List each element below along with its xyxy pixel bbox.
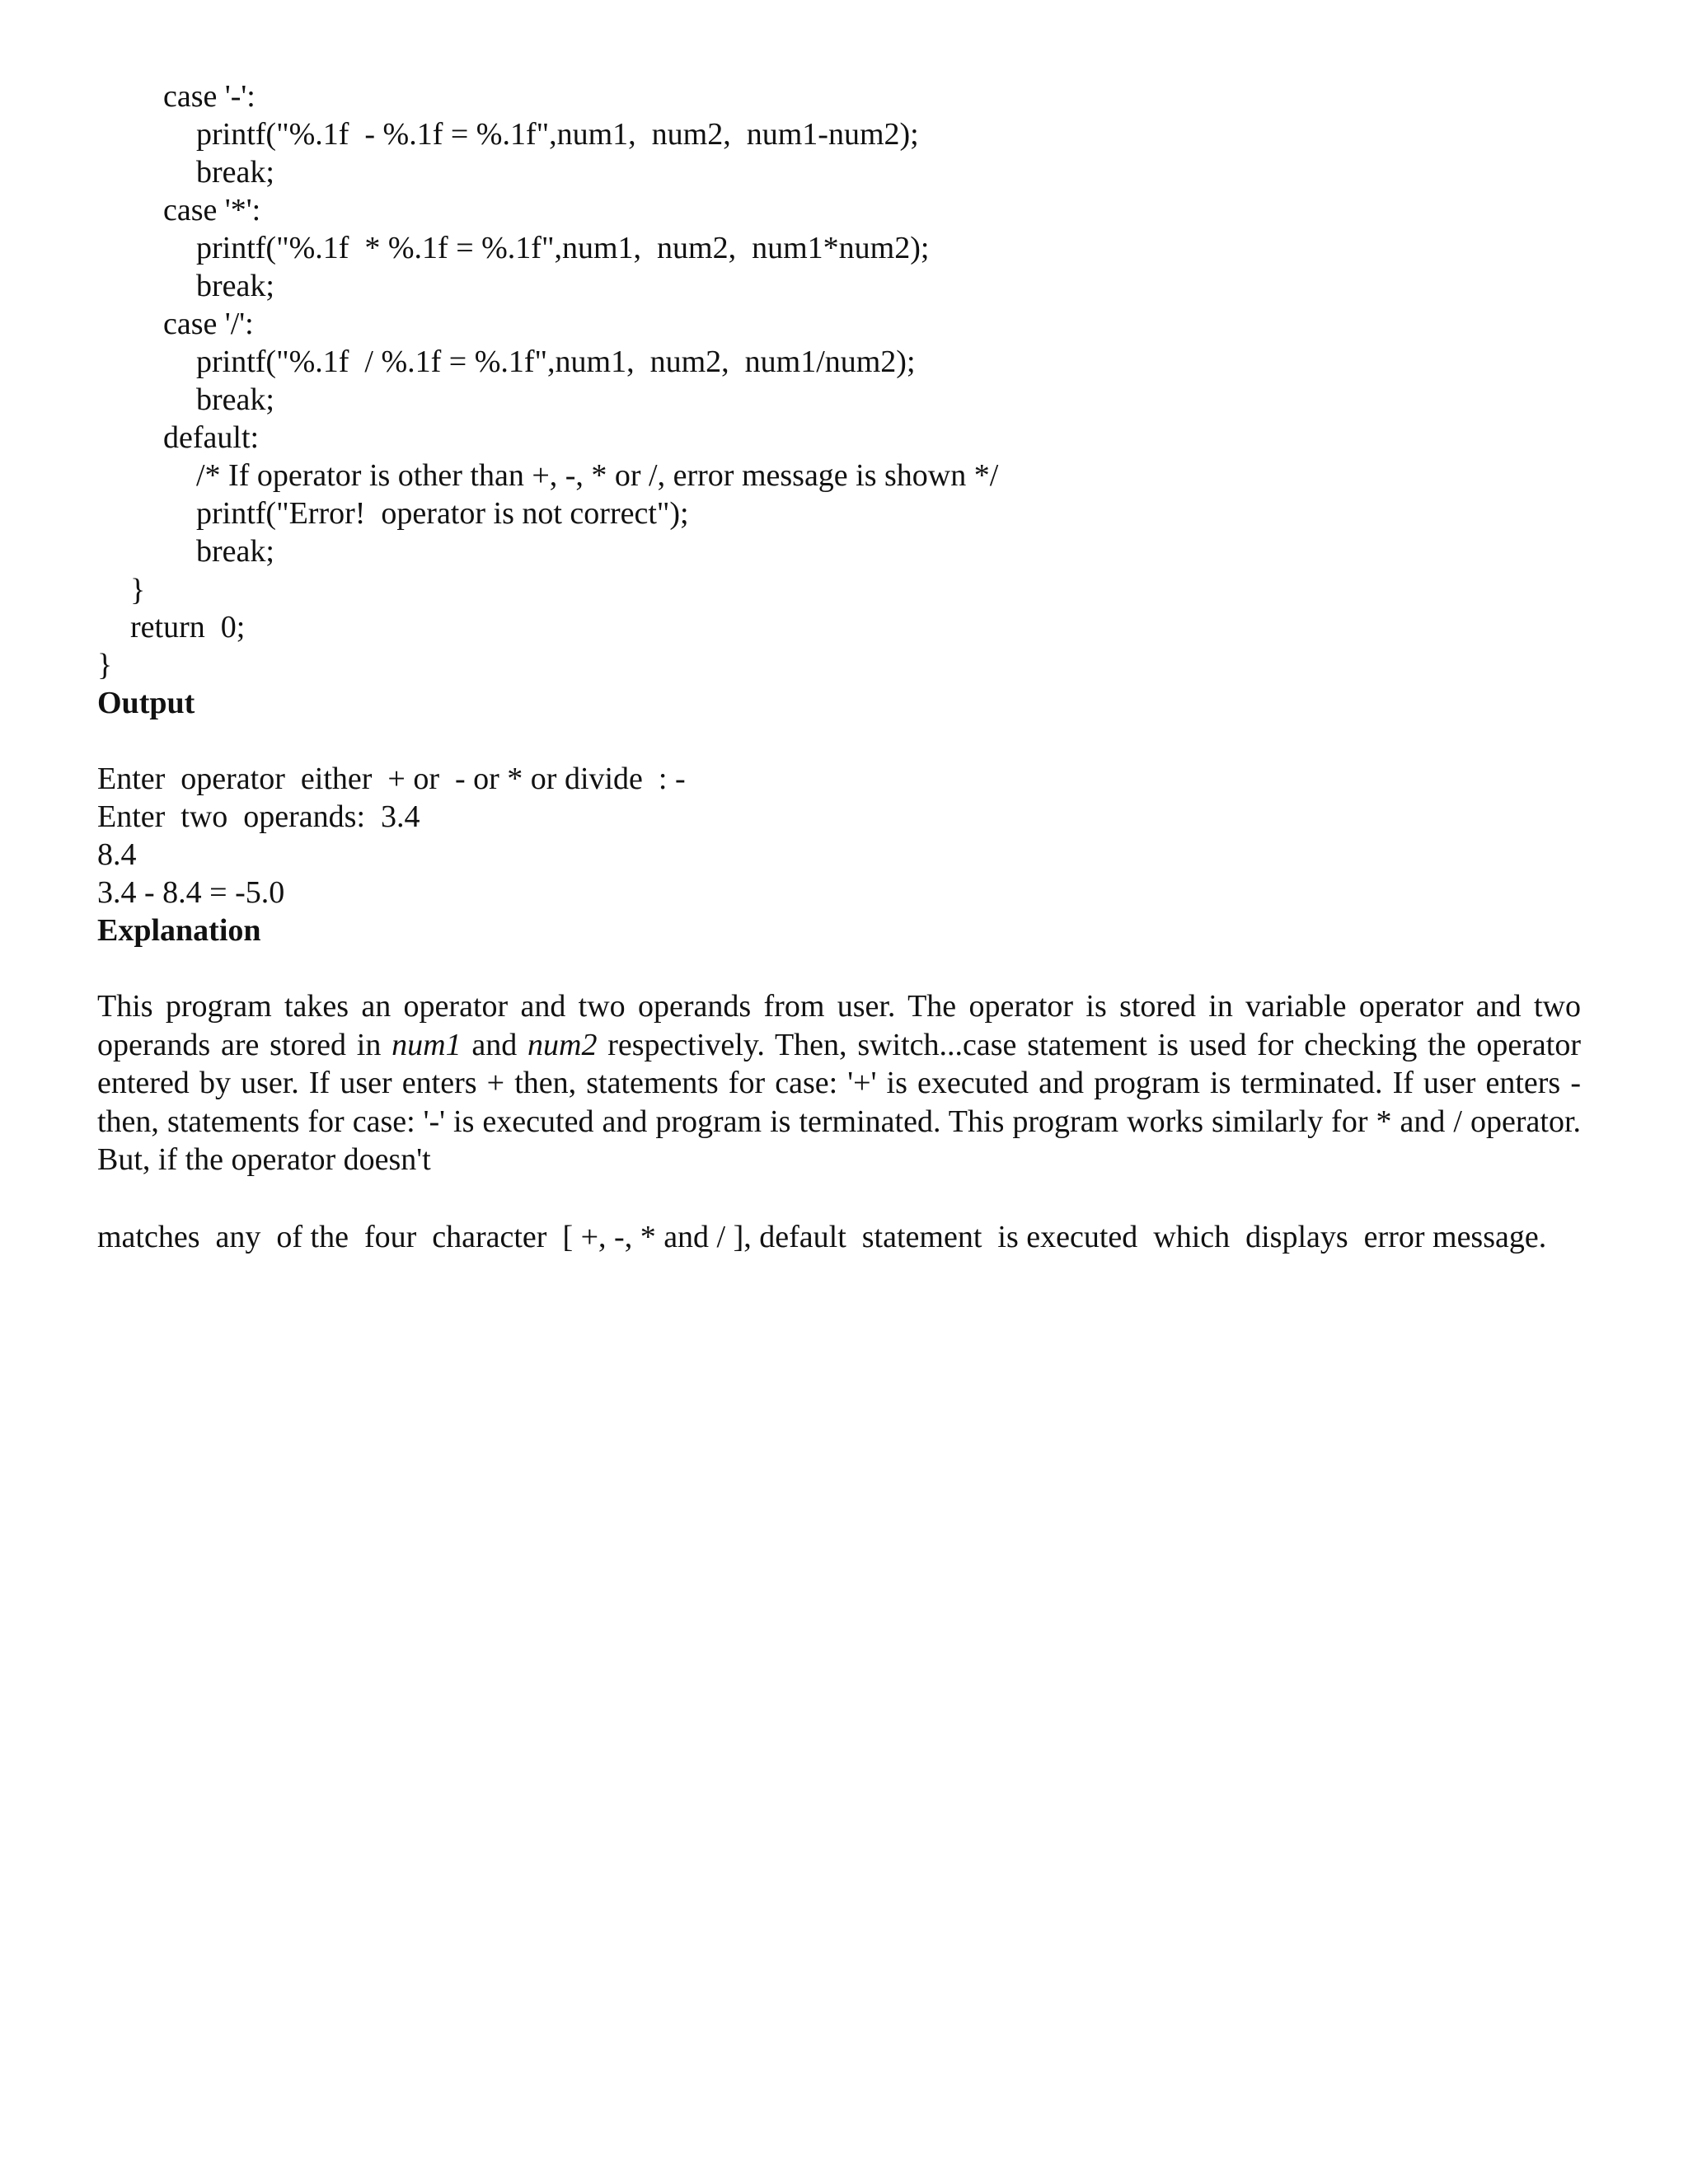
explanation-text: respectively. Then, switch...case statement is used for checking the operator entered by user. If user enters + then, statements for case: '+' is executed and program is terminated. If user enters - then, statements for case: '-' is executed and program is terminated. This program works similarly for * and / operator. But, if the operator doesn't [97,1027,1581,1177]
code-line-return: return 0; [130,610,246,644]
code-line-close-switch: } [130,573,146,607]
code-line-printf-minus: printf("%.1f - %.1f = %.1f",num1, num2, num1-num2); [196,117,919,152]
code-line-printf-multiply: printf("%.1f * %.1f = %.1f",num1, num2, num1*num2); [196,231,930,265]
explanation-text: This program takes an operator and two operands from user. The operator is stored in variable operator and two operands are stored in [97,989,1581,1062]
output-line: Enter operator either + or - or * or divide : - [97,762,686,796]
code-line-close-main: } [97,648,113,682]
code-line-case-multiply: case '*': [163,193,261,227]
explanation-continuation: matches any of the four character [ +, -, * and / ], default statement is executed which displays error message. [97,1220,1547,1254]
output-heading: Output [97,686,195,720]
code-line-comment: /* If operator is other than +, -, * or /, error message is shown */ [196,458,999,493]
code-line-case-minus: case '-': [163,79,256,114]
explanation-heading: Explanation [97,913,261,948]
code-line-printf-error: printf("Error! operator is not correct"); [196,496,689,531]
output-line: 8.4 [97,837,137,872]
variable-name: num1 [392,1027,462,1062]
output-line: 3.4 - 8.4 = -5.0 [97,875,285,910]
variable-name: num2 [528,1027,598,1062]
code-line-break: break; [196,534,274,569]
explanation-paragraph [97,987,1581,1179]
code-line-break: break; [196,382,274,417]
code-line-default: default: [163,420,260,455]
code-line-printf-divide: printf("%.1f / %.1f = %.1f",num1, num2, num1/num2); [196,344,916,379]
explanation-text: and [461,1027,528,1062]
code-line-case-divide: case '/': [163,307,254,341]
output-line: Enter two operands: 3.4 [97,799,420,834]
code-line-break: break; [196,155,274,190]
code-line-break: break; [196,269,274,303]
